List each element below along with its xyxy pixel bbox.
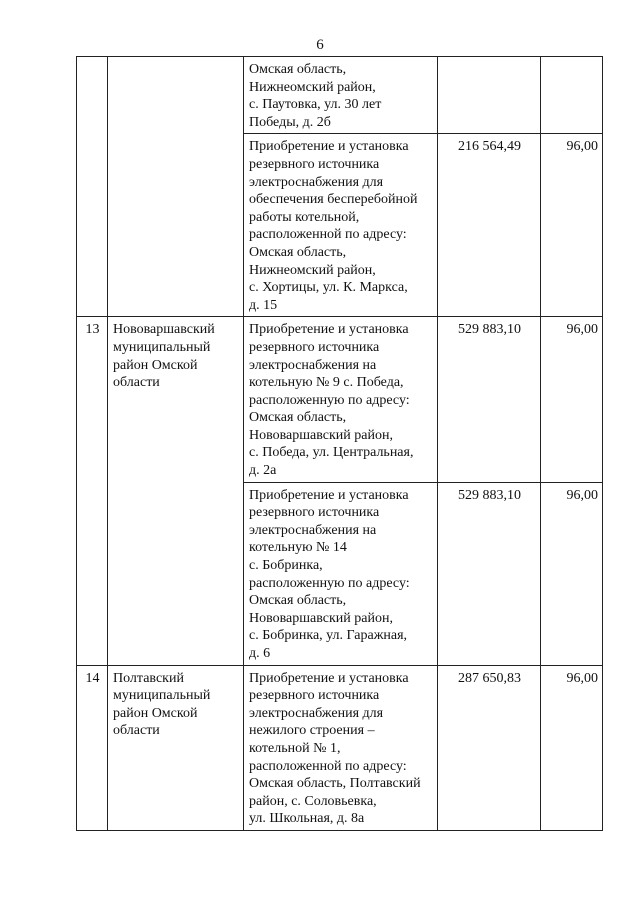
table-row: [77, 57, 603, 134]
object-description-cell: Приобретение и установка резервного источника электроснабжения на котельную № 9 с. Победа, расположенную по адресу: Омская область, Нововаршавский район, с. Победа, ул. Центральная, д. 2а: [244, 317, 438, 482]
funding-table: [76, 56, 603, 831]
amount-cell: 216 564,49: [438, 134, 541, 317]
municipality-cell: [108, 57, 244, 317]
page-number: 6: [316, 37, 324, 53]
amount-cell: 529 883,10: [438, 317, 541, 482]
percent-cell: [541, 57, 603, 134]
row-number-cell: 13: [77, 317, 108, 665]
percent-cell: 96,00: [541, 482, 603, 665]
row-number-cell: 14: [77, 665, 108, 830]
percent-cell: 96,00: [541, 317, 603, 482]
object-description-cell: Омская область, Нижнеомский район, с. Паутовка, ул. 30 лет Победы, д. 2б: [244, 57, 438, 134]
row-number-cell: [77, 57, 108, 317]
amount-cell: 529 883,10: [438, 482, 541, 665]
object-description-cell: Приобретение и установка резервного источника электроснабжения на котельную № 14 с. Бобринка, расположенную по адресу: Омская область, Нововаршавский район, с. Бобринка, ул. Гаражная, д. 6: [244, 482, 438, 665]
object-description-cell: Приобретение и установка резервного источника электроснабжения для нежилого строения – котельной № 1, расположенной по адресу: Омская область, Полтавский район, с. Соловьевка, ул. Школьная, д. 8а: [244, 665, 438, 830]
municipality-cell: Нововаршавский муниципальный район Омской области: [108, 317, 244, 665]
amount-cell: [438, 57, 541, 134]
municipality-cell: Полтавский муниципальный район Омской области: [108, 665, 244, 830]
object-description-cell: Приобретение и установка резервного источника электроснабжения для обеспечения бесперебойной работы котельной, расположенной по адресу: Омская область, Нижнеомский район, с. Хортицы, ул. К. Маркса, д. 15: [244, 134, 438, 317]
amount-cell: 287 650,83: [438, 665, 541, 830]
table-row: [77, 665, 603, 830]
percent-cell: 96,00: [541, 134, 603, 317]
table-row: [77, 317, 603, 482]
percent-cell: 96,00: [541, 665, 603, 830]
